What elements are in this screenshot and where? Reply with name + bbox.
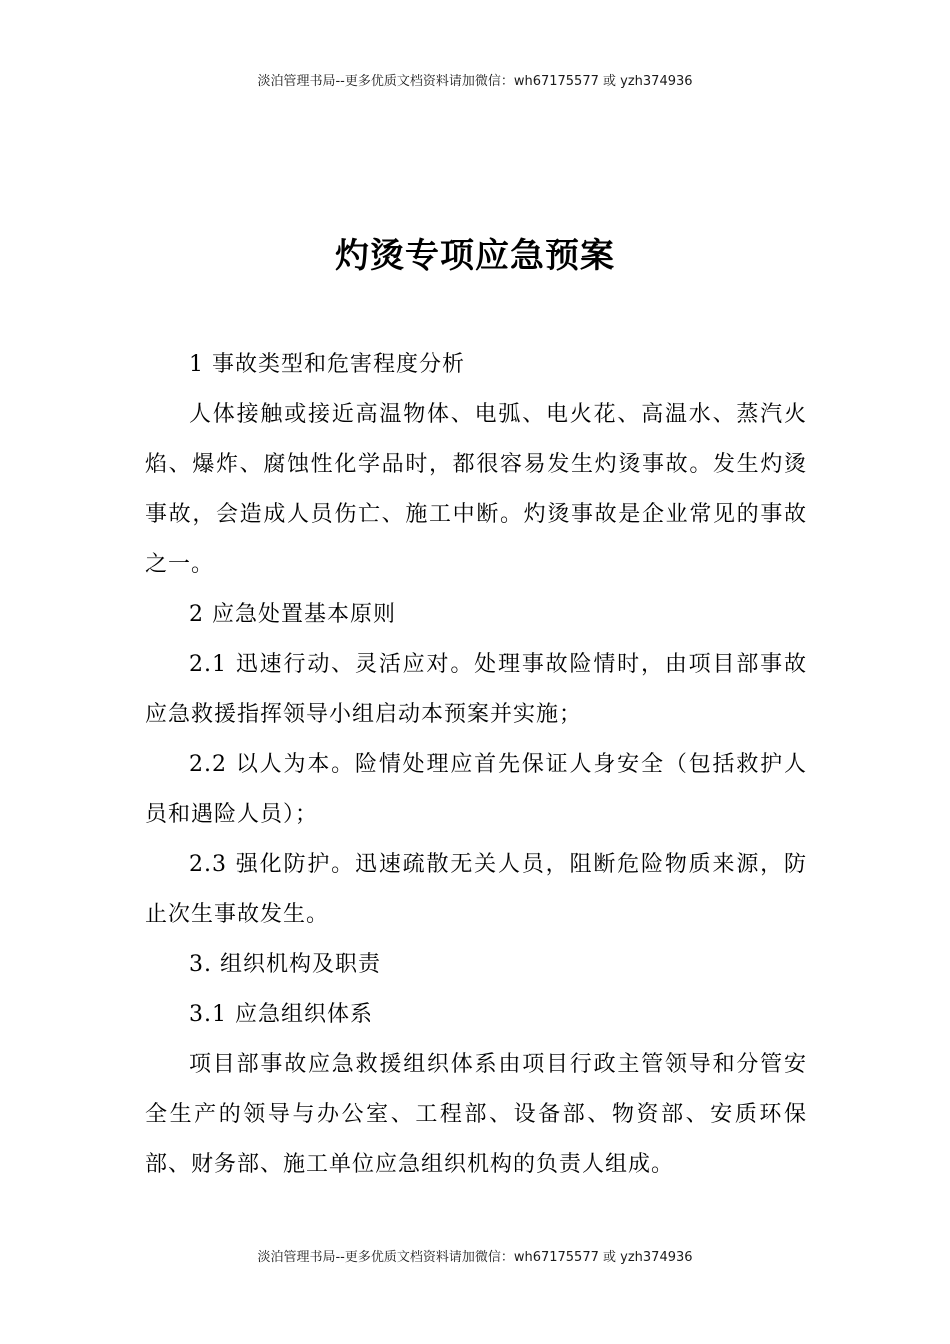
page-footer: 淡泊管理书局--更多优质文档资料请加微信：wh67175577 或 yzh374936 [257,1250,693,1265]
document-title: 灼烫专项应急预案 [335,236,615,276]
page-header: 淡泊管理书局--更多优质文档资料请加微信：wh67175577 或 yzh374936 [257,74,693,89]
paragraph-hazard-analysis: 人体接触或接近高温物体、电弧、电火花、高温水、蒸汽火焰、爆炸、腐蚀性化学品时，都很容易发生灼烫事故。发生灼烫事故，会造成人员伤亡、施工中断。灼烫事故是企业常见的事故之一。 [145,402,807,577]
principle-2-2: 2.2 以人为本。险情处理应首先保证人身安全（包括救护人员和遇险人员）； [145,752,807,827]
principle-2-1: 2.1 迅速行动、灵活应对。处理事故险情时，由项目部事故应急救援指挥领导小组启动本预案并实施； [145,652,807,727]
document-body [145,340,807,1190]
subsection-heading-3-1: 3.1 应急组织体系 [189,1002,373,1027]
principle-2-3: 2.3 强化防护。迅速疏散无关人员，阻断危险物质来源，防止次生事故发生。 [145,852,807,927]
section-heading-2: 2 应急处置基本原则 [189,602,396,627]
section-heading-1: 1 事故类型和危害程度分析 [189,352,465,377]
section-heading-3: 3. 组织机构及职责 [189,952,381,977]
paragraph-organization: 项目部事故应急救援组织体系由项目行政主管领导和分管安全生产的领导与办公室、工程部、设备部、物资部、安质环保部、财务部、施工单位应急组织机构的负责人组成。 [145,1052,807,1177]
